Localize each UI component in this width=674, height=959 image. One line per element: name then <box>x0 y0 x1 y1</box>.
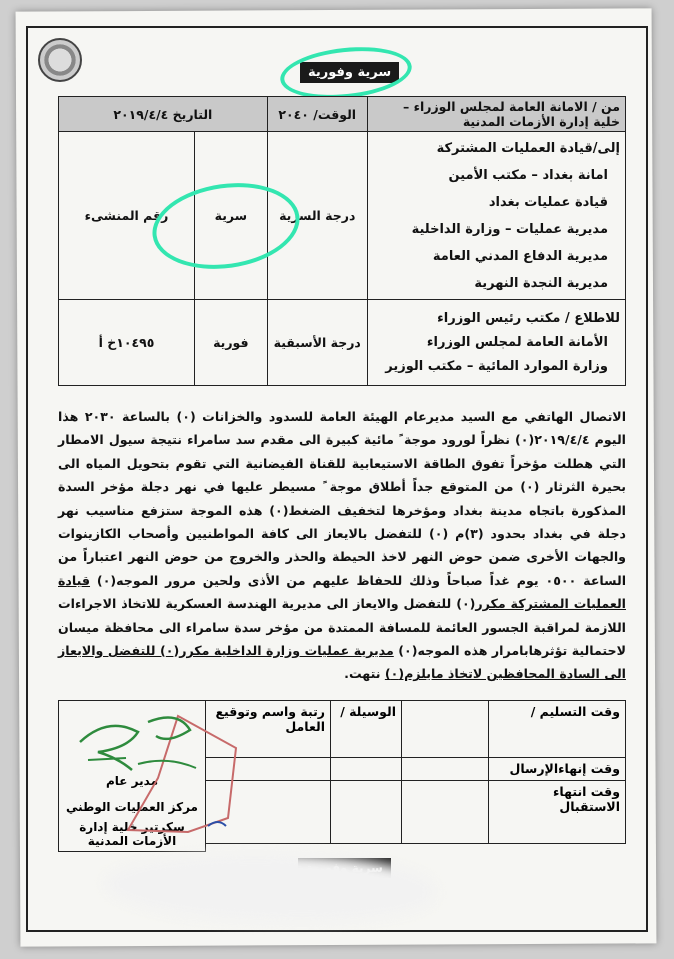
to-cell <box>367 132 625 300</box>
to-item: قيادة عمليات بغداد <box>488 194 608 210</box>
info-item: الأمانة العامة لمجلس الوزراء <box>426 334 608 350</box>
to-item: إلى/قيادة العمليات المشتركة <box>436 140 620 156</box>
medium-label: الوسيلة / <box>331 701 402 758</box>
signature-center: مركز العمليات الوطني <box>66 800 198 814</box>
signature-secretary: سكرتير خلية إدارة الأزمات المدنية <box>79 820 185 848</box>
delivery-time: وقت التسليم / <box>489 701 626 758</box>
send-end-label: وقت إنهاءالإرسال <box>489 758 626 780</box>
signature-title: مدير عام <box>105 774 158 788</box>
official-stamp-icon <box>68 708 244 838</box>
time-cell: الوقت/ ٢٠٤٠ <box>267 97 367 132</box>
classification-header: سرية وفورية <box>300 62 399 83</box>
receive-end-label: وقت انتهاء الاستقبال <box>489 780 626 843</box>
iraq-emblem-icon <box>38 38 82 82</box>
empty-cell <box>402 758 489 780</box>
reference-number: ١٠٤٩٥خ أ <box>59 300 195 386</box>
underlined-recipient: قيادة العمليات المشتركة مكرر <box>58 572 626 612</box>
body-paragraph: الاتصال الهاتفي مع السيد مديرعام الهيئة العامة للسدود والخزانات (٠) بالساعة ٢٠٣٠ هذا اليوم ٢٠١٩/٤/٤(٠) نظراً لورود موجة ً مائية كبيرة الى مقدم سد سامراء نتيجة سيول الامطار التي هطلت مؤخراً تفوق الطاقة الاستيعابية للقناة الفيضانية التي تقوم بتحويل المياه الى بحيرة الثرثار (٠) من المتوقع جداً أطلاق موجة ً مسيطر عليها في نهر دجلة مؤخر السدة المذكورة باتجاه مدينة بغداد ومؤخرها لتخفيف الضغط(٠) هذه الموجة ستزفع مناسيب نهر دجلة في بغداد بحدود (٣)م (٠) للتفضل بالايعاز الى كافة المواطنيين وأصحاب الكازينوات والجهات الأخرى ضمن حوض النهر لاخذ الحيطة والحذر والخروج من حوض النهر اعتباراً من الساعة ٠٥٠٠ يوم غداً صباحاً وذلك للحفاظ عليهم من الأذى ولحين مرور الموجه(٠) <box>58 409 627 588</box>
empty-cell <box>402 701 489 758</box>
info-item: وزارة الموارد المائية – مكتب الوزير <box>385 358 608 374</box>
body-end: نتهت. <box>344 666 385 682</box>
spacer <box>206 843 626 851</box>
message-body <box>58 405 626 686</box>
from-cell: من / الامانة العامة لمجلس الوزراء – خلية إدارة الأزمات المدنية <box>367 97 625 132</box>
date-cell: التاريخ ٢٠١٩/٤/٤ <box>59 97 268 132</box>
empty-cell <box>402 780 489 843</box>
priority-label: درجة الأسبقية <box>267 300 367 386</box>
secrecy-value: سرية <box>194 132 267 300</box>
to-item: مديرية النجدة النهرية <box>474 275 608 291</box>
empty-cell <box>331 758 402 780</box>
empty-cell <box>331 780 402 843</box>
info-item: للاطلاع / مكتب رئيس الوزراء <box>437 310 620 326</box>
priority-value: فورية <box>194 300 267 386</box>
to-item: مديرية الدفاع المدني العامة <box>432 248 608 264</box>
header-table <box>58 96 626 386</box>
secrecy-label: درجة السرية <box>267 132 367 300</box>
worker-signature-label: رتبة واسم وتوقيع العامل <box>206 701 331 758</box>
info-cell <box>367 300 625 386</box>
to-item: مديرية عمليات – وزارة الداخلية <box>411 221 608 237</box>
to-item: امانة بغداد – مكتب الأمين <box>448 167 608 183</box>
body-paragraph: (٠) للتفضل والايعاز الى مديرية الهندسة العسكرية للاتخاذ الاجراءات اللازمة لمراقبة الجسور العائمة للمسافة الممتدة من مؤخر سدة سامراء الى محافظة ميسان لاحتمالية تؤثرهابامرار هذه الموجه(٠) <box>58 596 626 659</box>
origin-label: رقم المنشىء <box>59 132 195 300</box>
underlined-recipient: مديرية عمليات وزارة الداخلية مكرر(٠) للتفضل والايعاز الى السادة المحافظين لاتخاذ مايلزم(٠) <box>58 643 626 682</box>
